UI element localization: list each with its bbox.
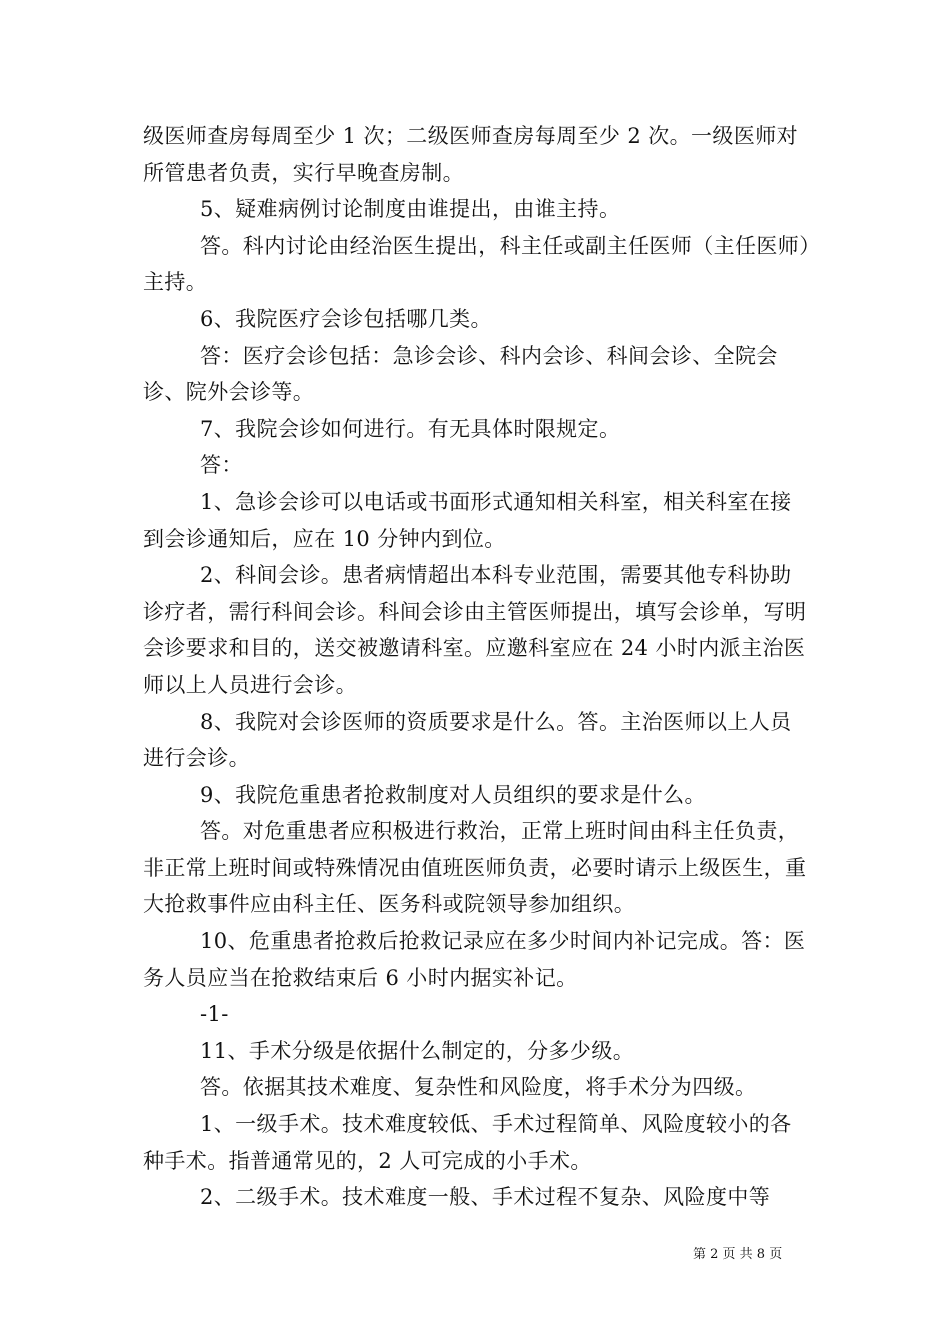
paragraph: 答：医疗会诊包括：急诊会诊、科内会诊、科间会诊、全院会诊、院外会诊等。 [143, 343, 778, 405]
paragraph: 1、一级手术。技术难度较低、手术过程简单、风险度较小的各种手术。指普通常见的，2 人可完成的小手术。 [143, 1112, 792, 1173]
page-number-footer: 第 2 页 共 8 页 [693, 1247, 783, 1262]
paragraph: 6、我院医疗会诊包括哪几类。 [200, 306, 492, 331]
paragraph: 2、二级手术。技术难度一般、手术过程不复杂、风险度中等 [200, 1185, 771, 1210]
paragraph: 1、急诊会诊可以电话或书面形式通知相关科室，相关科室在接到会诊通知后，应在 10 分钟内到位。 [143, 489, 792, 551]
paragraph: 答。依据其技术难度、复杂性和风险度，将手术分为四级。 [200, 1075, 757, 1100]
paragraph: 答。科内讨论由经治医生提出，科主任或副主任医师（主任医师）主持。 [143, 233, 811, 295]
paragraph: 2、科间会诊。患者病情超出本科专业范围，需要其他专科协助诊疗者，需行科间会诊。科间会诊由主管医师提出，填写会诊单，写明会诊要求和目的，送交被邀请科室。应邀科室应在 24 小时内派主治医师以上人员进行会诊。 [143, 563, 807, 697]
paragraph: 10、危重患者抢救后抢救记录应在多少时间内补记完成。答：医务人员应当在抢救结束后 6 小时内据实补记。 [143, 929, 806, 990]
paragraph: 答。对危重患者应积极进行救治，正常上班时间由科主任负责，非正常上班时间或特殊情况由值班医师负责，必要时请示上级医生，重大抢救事件应由科主任、医务科或院领导参加组织。 [143, 819, 807, 917]
paragraph: 答： [200, 453, 243, 478]
document-body [143, 118, 811, 1216]
paragraph: 11、手术分级是依据什么制定的，分多少级。 [200, 1038, 635, 1063]
paragraph: 5、疑难病例讨论制度由谁提出，由谁主持。 [200, 197, 621, 222]
inline-page-marker: -1- [200, 1002, 229, 1027]
paragraph: 9、我院危重患者抢救制度对人员组织的要求是什么。 [200, 782, 706, 807]
paragraph: 7、我院会诊如何进行。有无具体时限规定。 [200, 416, 621, 441]
paragraph: 级医师查房每周至少 1 次；二级医师查房每周至少 2 次。一级医师对所管患者负责，实行早晚查房制。 [143, 124, 799, 185]
paragraph: 8、我院对会诊医师的资质要求是什么。答。主治医师以上人员进行会诊。 [143, 709, 792, 771]
